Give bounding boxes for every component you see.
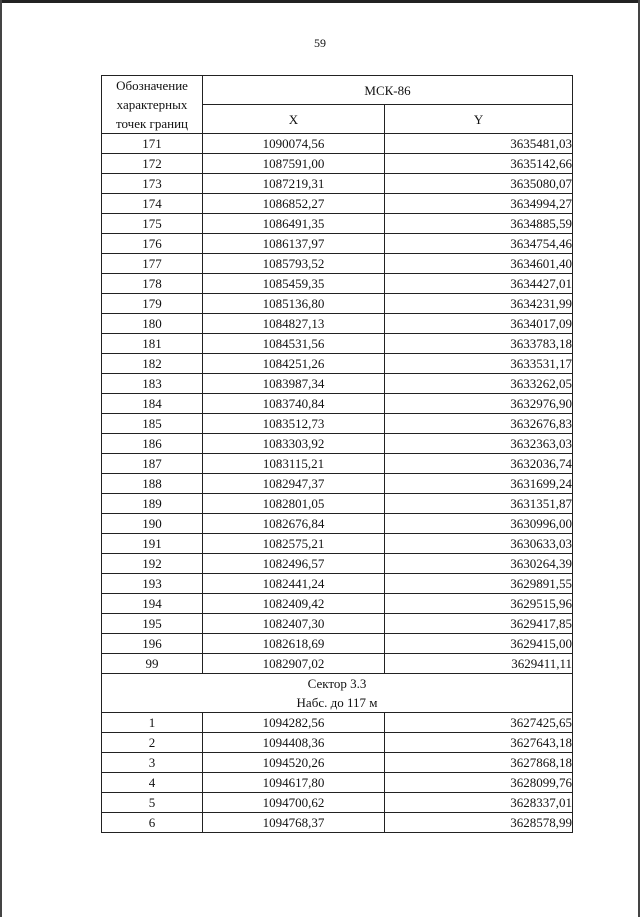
table-row bbox=[102, 414, 573, 434]
point-id-cell: 178 bbox=[102, 274, 203, 294]
point-id-cell: 185 bbox=[102, 414, 203, 434]
table-row bbox=[102, 354, 573, 374]
x-coordinate-cell: 1085136,80 bbox=[203, 294, 385, 314]
x-coordinate-cell: 1082676,84 bbox=[203, 514, 385, 534]
point-label-line3: точек границ bbox=[115, 116, 189, 131]
y-coordinate-cell: 3627643,18 bbox=[385, 733, 573, 753]
point-id-cell: 173 bbox=[102, 174, 203, 194]
y-coordinate-cell: 3634017,09 bbox=[385, 314, 573, 334]
point-label-line2: характерных bbox=[116, 97, 188, 112]
point-id-cell: 176 bbox=[102, 234, 203, 254]
point-id-cell: 193 bbox=[102, 574, 203, 594]
table-row bbox=[102, 314, 573, 334]
table-row bbox=[102, 733, 573, 753]
x-coordinate-cell: 1084531,56 bbox=[203, 334, 385, 354]
x-coordinate-cell: 1082441,24 bbox=[203, 574, 385, 594]
point-id-cell: 4 bbox=[102, 773, 203, 793]
y-coordinate-cell: 3630633,03 bbox=[385, 534, 573, 554]
y-coordinate-cell: 3629891,55 bbox=[385, 574, 573, 594]
table-row bbox=[102, 614, 573, 634]
section-title: Сектор 3.3 bbox=[307, 676, 367, 691]
x-column-header: X bbox=[203, 105, 385, 134]
point-id-cell: 194 bbox=[102, 594, 203, 614]
point-id-cell: 6 bbox=[102, 813, 203, 833]
x-coordinate-cell: 1094768,37 bbox=[203, 813, 385, 833]
table-row bbox=[102, 214, 573, 234]
x-coordinate-cell: 1083303,92 bbox=[203, 434, 385, 454]
x-coordinate-cell: 1084251,26 bbox=[203, 354, 385, 374]
y-coordinate-cell: 3629415,00 bbox=[385, 634, 573, 654]
x-coordinate-cell: 1094520,26 bbox=[203, 753, 385, 773]
table-row bbox=[102, 813, 573, 833]
table-row bbox=[102, 554, 573, 574]
x-coordinate-cell: 1085793,52 bbox=[203, 254, 385, 274]
y-coordinate-cell: 3634994,27 bbox=[385, 194, 573, 214]
x-coordinate-cell: 1087219,31 bbox=[203, 174, 385, 194]
y-coordinate-cell: 3633262,05 bbox=[385, 374, 573, 394]
y-coordinate-cell: 3634601,40 bbox=[385, 254, 573, 274]
table-row bbox=[102, 334, 573, 354]
point-id-cell: 175 bbox=[102, 214, 203, 234]
table-row bbox=[102, 494, 573, 514]
x-coordinate-cell: 1094617,80 bbox=[203, 773, 385, 793]
table-row bbox=[102, 174, 573, 194]
scan-border-left bbox=[0, 0, 2, 917]
x-coordinate-cell: 1082618,69 bbox=[203, 634, 385, 654]
table-row bbox=[102, 773, 573, 793]
page-number: 59 bbox=[314, 36, 326, 50]
table-body-main bbox=[102, 134, 573, 674]
point-id-cell: 192 bbox=[102, 554, 203, 574]
x-coordinate-cell: 1086852,27 bbox=[203, 194, 385, 214]
point-id-cell: 187 bbox=[102, 454, 203, 474]
point-id-cell: 181 bbox=[102, 334, 203, 354]
x-coordinate-cell: 1082907,02 bbox=[203, 654, 385, 674]
y-coordinate-cell: 3632363,03 bbox=[385, 434, 573, 454]
y-coordinate-cell: 3632976,90 bbox=[385, 394, 573, 414]
y-coordinate-cell: 3634754,46 bbox=[385, 234, 573, 254]
x-coordinate-cell: 1082407,30 bbox=[203, 614, 385, 634]
section-row bbox=[102, 674, 573, 713]
point-id-cell: 3 bbox=[102, 753, 203, 773]
table-row bbox=[102, 654, 573, 674]
point-id-cell: 195 bbox=[102, 614, 203, 634]
table-row bbox=[102, 294, 573, 314]
x-coordinate-cell: 1085459,35 bbox=[203, 274, 385, 294]
point-id-cell: 177 bbox=[102, 254, 203, 274]
header-row-1 bbox=[102, 76, 573, 105]
y-column-header: Y bbox=[385, 105, 573, 134]
table-row bbox=[102, 594, 573, 614]
y-coordinate-cell: 3630996,00 bbox=[385, 514, 573, 534]
table-row bbox=[102, 374, 573, 394]
point-id-cell: 191 bbox=[102, 534, 203, 554]
point-id-cell: 190 bbox=[102, 514, 203, 534]
point-id-cell: 171 bbox=[102, 134, 203, 154]
x-coordinate-cell: 1084827,13 bbox=[203, 314, 385, 334]
y-coordinate-cell: 3634427,01 bbox=[385, 274, 573, 294]
point-id-cell: 174 bbox=[102, 194, 203, 214]
table-row bbox=[102, 454, 573, 474]
y-coordinate-cell: 3628099,76 bbox=[385, 773, 573, 793]
point-id-cell: 196 bbox=[102, 634, 203, 654]
y-coordinate-cell: 3635142,66 bbox=[385, 154, 573, 174]
table-row bbox=[102, 574, 573, 594]
table-row bbox=[102, 514, 573, 534]
table-row bbox=[102, 194, 573, 214]
x-coordinate-cell: 1082947,37 bbox=[203, 474, 385, 494]
y-coordinate-cell: 3633531,17 bbox=[385, 354, 573, 374]
y-coordinate-cell: 3631351,87 bbox=[385, 494, 573, 514]
point-id-cell: 183 bbox=[102, 374, 203, 394]
x-coordinate-cell: 1090074,56 bbox=[203, 134, 385, 154]
x-coordinate-cell: 1094282,56 bbox=[203, 713, 385, 733]
coordinates-table bbox=[101, 75, 573, 833]
point-id-cell: 180 bbox=[102, 314, 203, 334]
table-body-section bbox=[102, 713, 573, 833]
table-row bbox=[102, 753, 573, 773]
table-row bbox=[102, 634, 573, 654]
y-coordinate-cell: 3628337,01 bbox=[385, 793, 573, 813]
y-coordinate-cell: 3634885,59 bbox=[385, 214, 573, 234]
section-cell bbox=[102, 674, 573, 713]
point-id-cell: 179 bbox=[102, 294, 203, 314]
point-id-cell: 184 bbox=[102, 394, 203, 414]
table-row bbox=[102, 394, 573, 414]
x-coordinate-cell: 1086137,97 bbox=[203, 234, 385, 254]
section-subtitle: Набс. до 117 м bbox=[296, 695, 378, 710]
table-row bbox=[102, 154, 573, 174]
x-coordinate-cell: 1083512,73 bbox=[203, 414, 385, 434]
point-id-cell: 189 bbox=[102, 494, 203, 514]
y-coordinate-cell: 3635481,03 bbox=[385, 134, 573, 154]
y-coordinate-cell: 3632676,83 bbox=[385, 414, 573, 434]
coordinate-system-header: МСК-86 bbox=[203, 76, 573, 105]
table-row bbox=[102, 713, 573, 733]
point-id-cell: 172 bbox=[102, 154, 203, 174]
x-coordinate-cell: 1082575,21 bbox=[203, 534, 385, 554]
x-coordinate-cell: 1082496,57 bbox=[203, 554, 385, 574]
x-coordinate-cell: 1083987,34 bbox=[203, 374, 385, 394]
table-row bbox=[102, 793, 573, 813]
table-row bbox=[102, 254, 573, 274]
x-coordinate-cell: 1083115,21 bbox=[203, 454, 385, 474]
y-coordinate-cell: 3630264,39 bbox=[385, 554, 573, 574]
point-id-cell: 5 bbox=[102, 793, 203, 813]
x-coordinate-cell: 1083740,84 bbox=[203, 394, 385, 414]
y-coordinate-cell: 3635080,07 bbox=[385, 174, 573, 194]
y-coordinate-cell: 3634231,99 bbox=[385, 294, 573, 314]
x-coordinate-cell: 1082801,05 bbox=[203, 494, 385, 514]
x-coordinate-cell: 1087591,00 bbox=[203, 154, 385, 174]
point-id-cell: 186 bbox=[102, 434, 203, 454]
section-block bbox=[102, 674, 573, 713]
x-coordinate-cell: 1094408,36 bbox=[203, 733, 385, 753]
table-row bbox=[102, 534, 573, 554]
point-id-cell: 99 bbox=[102, 654, 203, 674]
point-designation-header bbox=[102, 76, 203, 134]
y-coordinate-cell: 3633783,18 bbox=[385, 334, 573, 354]
point-id-cell: 188 bbox=[102, 474, 203, 494]
scan-border-top bbox=[0, 0, 640, 3]
point-id-cell: 2 bbox=[102, 733, 203, 753]
y-coordinate-cell: 3628578,99 bbox=[385, 813, 573, 833]
table-row bbox=[102, 434, 573, 454]
point-id-cell: 182 bbox=[102, 354, 203, 374]
y-coordinate-cell: 3627425,65 bbox=[385, 713, 573, 733]
y-coordinate-cell: 3627868,18 bbox=[385, 753, 573, 773]
table-row bbox=[102, 134, 573, 154]
y-coordinate-cell: 3632036,74 bbox=[385, 454, 573, 474]
x-coordinate-cell: 1082409,42 bbox=[203, 594, 385, 614]
x-coordinate-cell: 1086491,35 bbox=[203, 214, 385, 234]
x-coordinate-cell: 1094700,62 bbox=[203, 793, 385, 813]
point-id-cell: 1 bbox=[102, 713, 203, 733]
table-row bbox=[102, 234, 573, 254]
y-coordinate-cell: 3631699,24 bbox=[385, 474, 573, 494]
table-row bbox=[102, 474, 573, 494]
y-coordinate-cell: 3629515,96 bbox=[385, 594, 573, 614]
y-coordinate-cell: 3629411,11 bbox=[385, 654, 573, 674]
y-coordinate-cell: 3629417,85 bbox=[385, 614, 573, 634]
point-label-line1: Обозначение bbox=[116, 78, 188, 93]
table-row bbox=[102, 274, 573, 294]
